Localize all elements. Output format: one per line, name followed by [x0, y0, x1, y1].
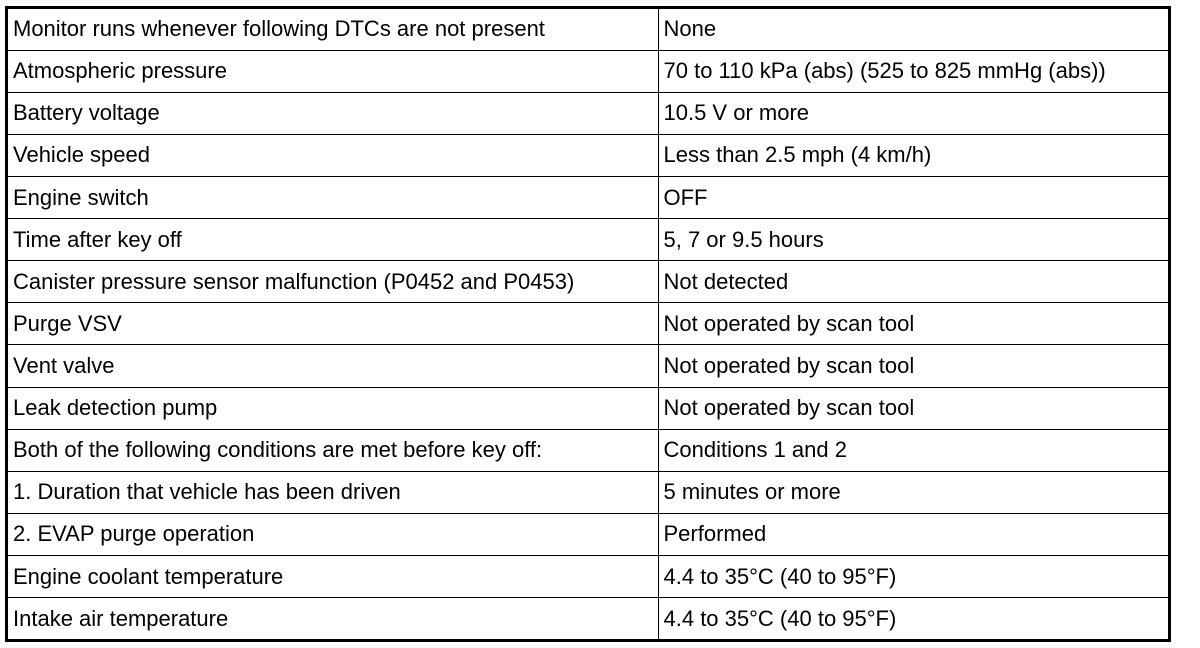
condition-cell: 1. Duration that vehicle has been driven	[8, 471, 658, 513]
value-cell: Less than 2.5 mph (4 km/h)	[658, 134, 1168, 176]
value-cell: 5 minutes or more	[658, 471, 1168, 513]
table-row	[8, 92, 1168, 134]
table-row	[8, 513, 1168, 555]
table-row	[8, 219, 1168, 261]
conditions-table	[5, 6, 1171, 642]
value-cell: Not operated by scan tool	[658, 303, 1168, 345]
condition-cell: 2. EVAP purge operation	[8, 513, 658, 555]
condition-cell: Vehicle speed	[8, 134, 658, 176]
table-row	[8, 134, 1168, 176]
value-cell: 4.4 to 35°C (40 to 95°F)	[658, 598, 1168, 639]
value-cell: 4.4 to 35°C (40 to 95°F)	[658, 556, 1168, 598]
condition-cell: Intake air temperature	[8, 598, 658, 639]
condition-cell: Canister pressure sensor malfunction (P0452 and P0453)	[8, 261, 658, 303]
table-row	[8, 303, 1168, 345]
value-cell: Performed	[658, 513, 1168, 555]
condition-cell: Battery voltage	[8, 92, 658, 134]
table-row	[8, 471, 1168, 513]
condition-cell: Leak detection pump	[8, 387, 658, 429]
condition-cell: Monitor runs whenever following DTCs are not present	[8, 9, 658, 50]
table-row	[8, 387, 1168, 429]
value-cell: Not operated by scan tool	[658, 387, 1168, 429]
value-cell: Not operated by scan tool	[658, 345, 1168, 387]
condition-cell: Time after key off	[8, 219, 658, 261]
condition-cell: Both of the following conditions are met before key off:	[8, 429, 658, 471]
table-row	[8, 556, 1168, 598]
condition-cell: Vent valve	[8, 345, 658, 387]
value-cell: None	[658, 9, 1168, 50]
value-cell: 70 to 110 kPa (abs) (525 to 825 mmHg (abs))	[658, 50, 1168, 92]
table-row	[8, 177, 1168, 219]
condition-cell: Atmospheric pressure	[8, 50, 658, 92]
condition-cell: Purge VSV	[8, 303, 658, 345]
table-row	[8, 261, 1168, 303]
condition-cell: Engine switch	[8, 177, 658, 219]
table-row	[8, 50, 1168, 92]
conditions-table-grid	[8, 9, 1168, 639]
table-row	[8, 9, 1168, 50]
table-row	[8, 345, 1168, 387]
table-row	[8, 598, 1168, 639]
value-cell: 10.5 V or more	[658, 92, 1168, 134]
table-row	[8, 429, 1168, 471]
value-cell: Not detected	[658, 261, 1168, 303]
value-cell: 5, 7 or 9.5 hours	[658, 219, 1168, 261]
condition-cell: Engine coolant temperature	[8, 556, 658, 598]
value-cell: Conditions 1 and 2	[658, 429, 1168, 471]
value-cell: OFF	[658, 177, 1168, 219]
